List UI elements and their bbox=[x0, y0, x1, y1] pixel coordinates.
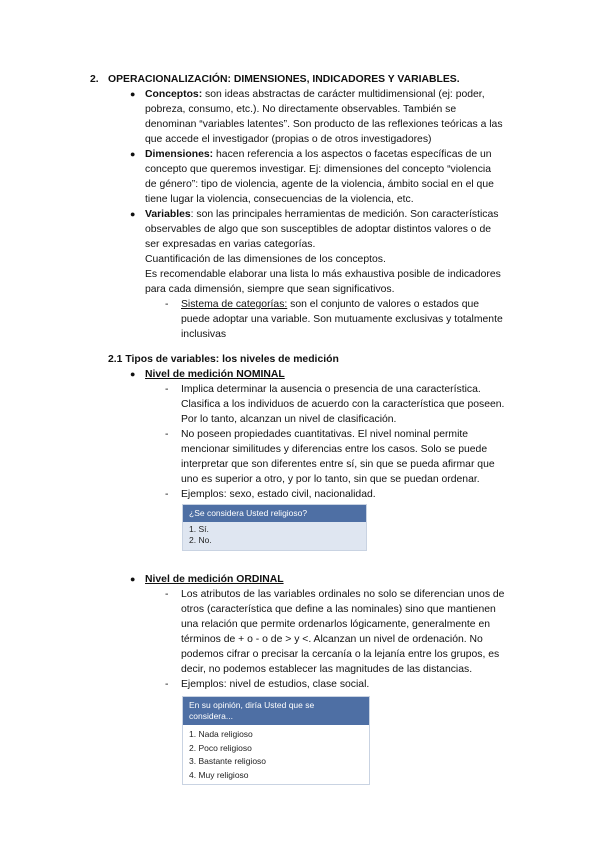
section-number: 2. bbox=[90, 74, 99, 85]
bullet-dot: ● bbox=[130, 149, 136, 159]
ordinal-d1-line1: Los atributos de las variables ordinales no solo se diferencian unos de bbox=[181, 589, 505, 600]
variables-line4: Cuantificación de las dimensiones de los conceptos. bbox=[145, 254, 386, 265]
categorias-line1: Sistema de categorías: son el conjunto de valores o estados que bbox=[181, 299, 480, 310]
conceptos-line1: Conceptos: son ideas abstractas de carácter multidimensional (ej: poder, bbox=[145, 89, 485, 100]
nominal-d2-line1: No poseen propiedades cuantitativas. El nivel nominal permite bbox=[181, 429, 469, 440]
categorias-line3: inclusivas bbox=[181, 329, 227, 340]
categorias-line2: puede adoptar una variable. Son mutuamente exclusivas y totalmente bbox=[181, 314, 503, 325]
ordinal-d2: Ejemplos: nivel de estudios, clase social. bbox=[181, 679, 370, 690]
dash-marker: - bbox=[165, 384, 169, 395]
bullet-dot: ● bbox=[130, 574, 136, 584]
dimensiones-line4: tiene lugar la violencia, consecuencias de la violencia, etc. bbox=[145, 194, 414, 205]
ordinal-d1-line6: decir, no podemos establecer las magnitudes de las distancias. bbox=[181, 664, 473, 675]
dash-marker: - bbox=[165, 679, 169, 690]
conceptos-line3: denominan “variables latentes”. Son producto de las reflexiones teóricas a las bbox=[145, 119, 503, 130]
nominal-survey-table bbox=[182, 504, 367, 551]
conceptos-line4: que accede el investigador (propias o de otros investigadores) bbox=[145, 134, 432, 145]
nominal-d1-line2: Clasifica a los individuos de acuerdo con la característica que poseen. bbox=[181, 399, 505, 410]
table-row: 1. Nada religioso bbox=[183, 725, 369, 742]
conceptos-line2: pobreza, consumo, etc.). No directamente observables. También se bbox=[145, 104, 457, 115]
ordinal-d1-line5: podemos cifrar o precisar la cercanía o la lejanía entre los grupos, es bbox=[181, 649, 500, 660]
dash-marker: - bbox=[165, 429, 169, 440]
variables-line2: observables de algo que son susceptibles de adoptar distintos valores o de bbox=[145, 224, 492, 235]
table-header: ¿Se considera Usted religioso? bbox=[183, 505, 366, 522]
variables-line6: para cada dimensión, siempre que sean significativos. bbox=[145, 284, 395, 295]
ordinal-d1-line2: otros (característica que define a las nominales) sino que mantienen bbox=[181, 604, 496, 615]
dimensiones-line2: concepto que queremos investigar. Ej: dimensiones del concepto “violencia bbox=[145, 164, 491, 175]
nominal-d3: Ejemplos: sexo, estado civil, nacionalidad. bbox=[181, 489, 376, 500]
nominal-d2-line4: uno es superior a otro, y por lo tanto, sin que se puedan ordenar. bbox=[181, 474, 480, 485]
variables-line1: Variables: son las principales herramientas de medición. Son características bbox=[145, 209, 499, 220]
dimensiones-line1: Dimensiones: hacen referencia a los aspectos o facetas específicas de un bbox=[145, 149, 492, 160]
table-row: 3. Bastante religioso bbox=[183, 755, 369, 769]
bullet-dot: ● bbox=[130, 209, 136, 219]
section-title: OPERACIONALIZACIÓN: DIMENSIONES, INDICADORES Y VARIABLES. bbox=[108, 74, 460, 85]
table-row: 4. Muy religioso bbox=[183, 769, 369, 785]
table-row: 2. Poco religioso bbox=[183, 742, 369, 756]
table-header-line2: considera... bbox=[189, 711, 233, 721]
variables-line3: ser expresadas en varias categorías. bbox=[145, 239, 316, 250]
ordinal-heading: Nivel de medición ORDINAL bbox=[145, 574, 284, 585]
nominal-heading: Nivel de medición NOMINAL bbox=[145, 369, 285, 380]
table-header bbox=[183, 697, 369, 725]
dash-marker: - bbox=[165, 299, 169, 310]
ordinal-d1-line3: una relación que permite ordenarlos lógicamente, generalmente en bbox=[181, 619, 491, 630]
table-row: 1. Sí. bbox=[183, 522, 366, 535]
dash-marker: - bbox=[165, 489, 169, 500]
table-row: 2. No. bbox=[183, 535, 366, 550]
variables-line5: Es recomendable elaborar una lista lo más exhaustiva posible de indicadores bbox=[145, 269, 501, 280]
nominal-d2-line3: interpretar que son diferentes entre sí, sin que se pueda afirmar que bbox=[181, 459, 495, 470]
ordinal-d1-line4: términos de + o - o de > y <. Alcanzan un nivel de ordenación. No bbox=[181, 634, 483, 645]
dash-marker: - bbox=[165, 589, 169, 600]
bullet-dot: ● bbox=[130, 89, 136, 99]
nominal-d1-line1: Implica determinar la ausencia o presencia de una característica. bbox=[181, 384, 481, 395]
bullet-dot: ● bbox=[130, 369, 136, 379]
subsection-title: 2.1 Tipos de variables: los niveles de medición bbox=[108, 354, 339, 365]
nominal-d1-line3: Por lo tanto, alcanzan un nivel de clasificación. bbox=[181, 414, 397, 425]
dimensiones-line3: de género”: tipo de violencia, agente de la violencia, ámbito social en el que bbox=[145, 179, 494, 190]
table-header-line1: En su opinión, diría Usted que se bbox=[189, 700, 315, 710]
nominal-d2-line2: mencionar similitudes y diferencias entre los casos. Solo se puede bbox=[181, 444, 488, 455]
ordinal-survey-table bbox=[182, 696, 370, 785]
